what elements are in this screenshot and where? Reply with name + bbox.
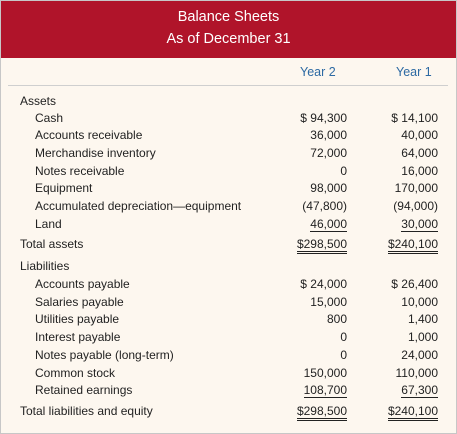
row-label: Land — [35, 217, 62, 231]
table-row — [1, 383, 456, 400]
year1-value: $ 14,100 — [391, 111, 438, 125]
year1-value: 170,000 — [394, 181, 438, 195]
year2-value: 0 — [340, 164, 347, 178]
row-label: Total assets — [20, 237, 84, 251]
table-row — [1, 164, 456, 181]
header-divider — [8, 85, 448, 86]
row-label: Assets — [20, 94, 57, 108]
table-row — [1, 295, 456, 312]
table-row — [1, 277, 456, 294]
table-row — [1, 199, 456, 216]
table-row — [1, 181, 456, 198]
table-row — [1, 312, 456, 329]
year2-value: (47,800) — [302, 199, 347, 213]
section-heading-liabilities — [1, 259, 456, 276]
row-label: Accounts receivable — [35, 128, 143, 142]
year2-value: $ 24,000 — [300, 277, 347, 291]
row-label: Common stock — [35, 366, 116, 380]
year2-value: 15,000 — [310, 295, 347, 309]
year2-value: 0 — [340, 330, 347, 344]
table-row — [1, 217, 456, 234]
year2-value: 0 — [340, 348, 347, 362]
row-label: Total liabilities and equity — [20, 404, 153, 418]
year1-value: 1,400 — [407, 312, 438, 326]
row-label: Liabilities — [20, 259, 70, 273]
table-subtitle: As of December 31 — [166, 31, 291, 47]
year1-value: $240,100 — [388, 404, 438, 421]
row-label: Cash — [35, 111, 64, 125]
year1-value: 10,000 — [401, 295, 438, 309]
total-row — [1, 404, 456, 421]
row-label: Accumulated depreciation—equipment — [35, 199, 242, 213]
year2-value: 46,000 — [310, 217, 347, 231]
year1-value: 30,000 — [401, 217, 438, 231]
year1-value: 64,000 — [401, 146, 438, 160]
year2-value: $298,500 — [297, 237, 347, 254]
row-label: Equipment — [35, 181, 93, 195]
table-row — [1, 111, 456, 128]
year1-value: 110,000 — [395, 366, 438, 380]
table-row — [1, 348, 456, 365]
row-label: Notes receivable — [35, 164, 125, 178]
table-header — [1, 1, 456, 58]
total-row — [1, 237, 456, 254]
year2-value: 800 — [326, 312, 347, 326]
table-row — [1, 146, 456, 163]
year2-value: 150,000 — [303, 366, 347, 380]
table-row — [1, 366, 456, 383]
year1-value: 24,000 — [401, 348, 438, 362]
year2-value: 108,700 — [303, 383, 347, 397]
table-title: Balance Sheets — [177, 9, 280, 25]
year2-value: 36,000 — [310, 128, 347, 142]
year1-value: 1,000 — [407, 330, 438, 344]
column-header-year2: Year 2 — [300, 65, 336, 79]
row-label: Accounts payable — [35, 277, 130, 291]
row-label: Interest payable — [35, 330, 121, 344]
year1-value: 16,000 — [401, 164, 438, 178]
year1-value: 67,300 — [401, 383, 438, 397]
year1-value: (94,000) — [393, 199, 438, 213]
year2-value: $ 94,300 — [300, 111, 347, 125]
year1-value: $ 26,400 — [391, 277, 438, 291]
section-heading-assets — [1, 94, 456, 111]
row-label: Retained earnings — [35, 383, 133, 397]
row-label: Notes payable (long-term) — [35, 348, 174, 362]
year2-value: 98,000 — [310, 181, 347, 195]
year1-value: 40,000 — [401, 128, 438, 142]
row-label: Utilities payable — [35, 312, 120, 326]
table-row — [1, 330, 456, 347]
table-row — [1, 128, 456, 145]
row-label: Salaries payable — [35, 295, 124, 309]
year1-value: $240,100 — [388, 237, 438, 254]
row-label: Merchandise inventory — [35, 146, 156, 160]
year2-value: 72,000 — [310, 146, 347, 160]
column-header-year1: Year 1 — [396, 65, 432, 79]
year2-value: $298,500 — [297, 404, 347, 421]
